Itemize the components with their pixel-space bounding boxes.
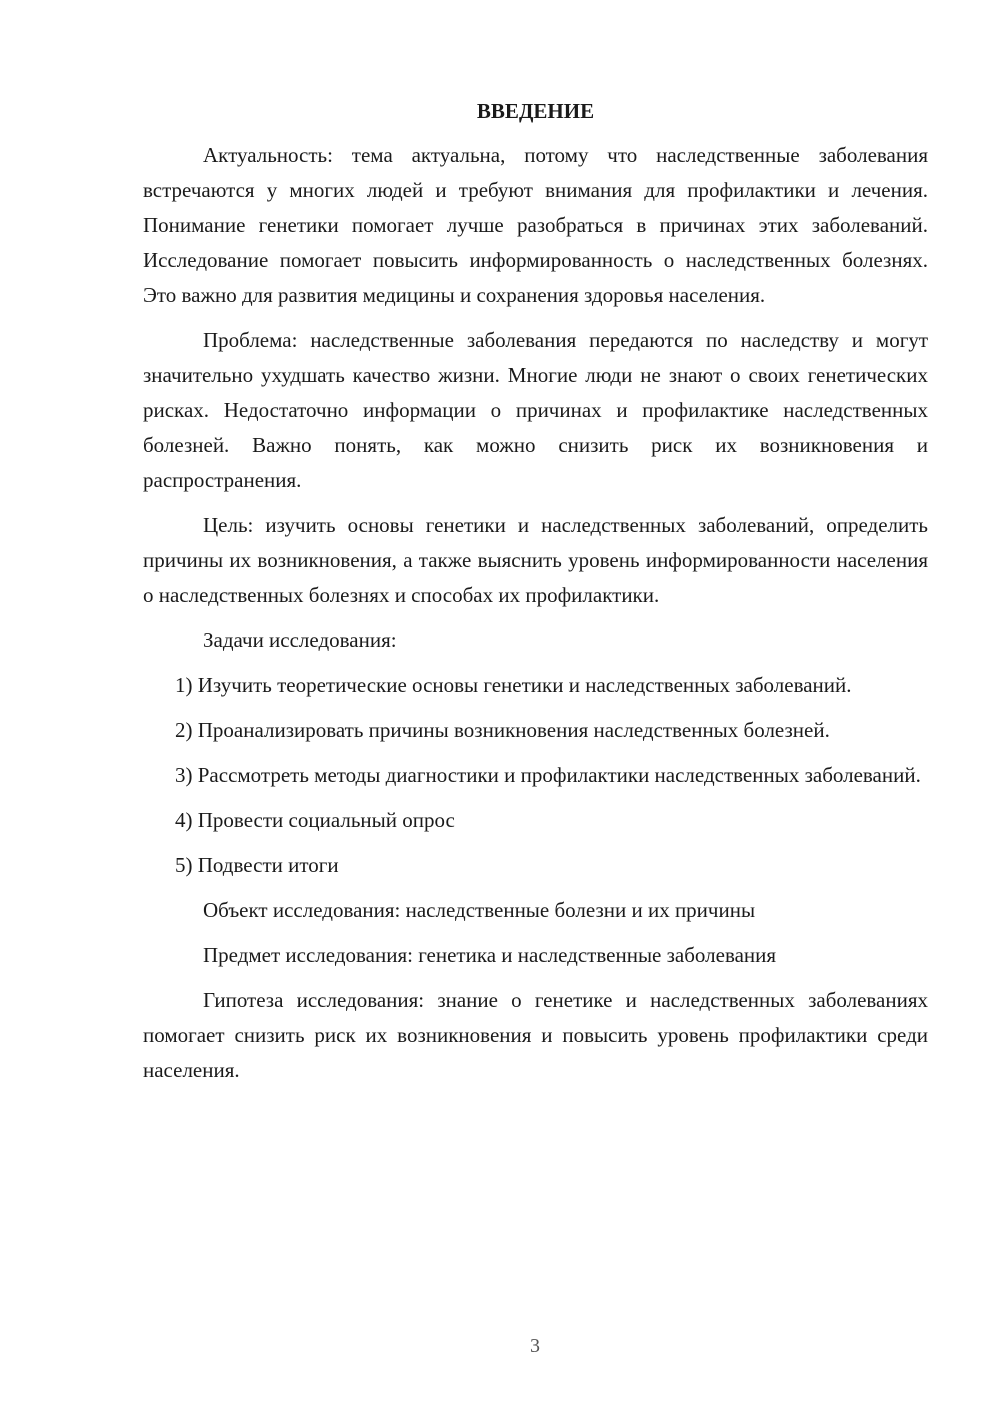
- page-content: [143, 96, 928, 1098]
- section-title: ВВЕДЕНИЕ: [476, 99, 595, 123]
- task-item-2: 2) Проанализировать причины возникновения наследственных болезней.: [175, 718, 830, 742]
- subject-paragraph: Предмет исследования: генетика и наследственные заболевания: [203, 943, 777, 967]
- tasks-heading: Задачи исследования:: [203, 628, 397, 652]
- problem-paragraph: Проблема: наследственные заболевания передаются по наследству и могут значительно ухудшать качество жизни. Многие люди не знают о своих генетических рисках. Недостаточно информации о причинах и профилактике наследственных болезней. Важно понять, как можно снизить риск их возникновения и распространения.: [143, 328, 928, 492]
- goal-paragraph: Цель: изучить основы генетики и наследственных заболеваний, определить причины их возникновения, а также выяснить уровень информированности населения о наследственных болезнях и способах их профилактики.: [143, 513, 928, 607]
- relevance-paragraph: Актуальность: тема актуальна, потому что наследственные заболевания встречаются у многих людей и требуют внимания для профилактики и лечения. Понимание генетики помогает лучше разобраться в причинах этих заболеваний. Исследование помогает повысить информированность о наследственных болезнях. Это важно для развития медицины и сохранения здоровья населения.: [143, 143, 928, 307]
- task-item-3: 3) Рассмотреть методы диагностики и профилактики наследственных заболеваний.: [175, 763, 921, 787]
- task-item-5: 5) Подвести итоги: [175, 853, 339, 877]
- task-item-1: 1) Изучить теоретические основы генетики и наследственных заболеваний.: [175, 673, 852, 697]
- object-paragraph: Объект исследования: наследственные болезни и их причины: [203, 898, 756, 922]
- page-number: 3: [530, 1335, 540, 1357]
- task-item-4: 4) Провести социальный опрос: [175, 808, 455, 832]
- hypothesis-paragraph: Гипотеза исследования: знание о генетике и наследственных заболеваниях помогает снизить риск их возникновения и повысить уровень профилактики среди населения.: [143, 988, 928, 1082]
